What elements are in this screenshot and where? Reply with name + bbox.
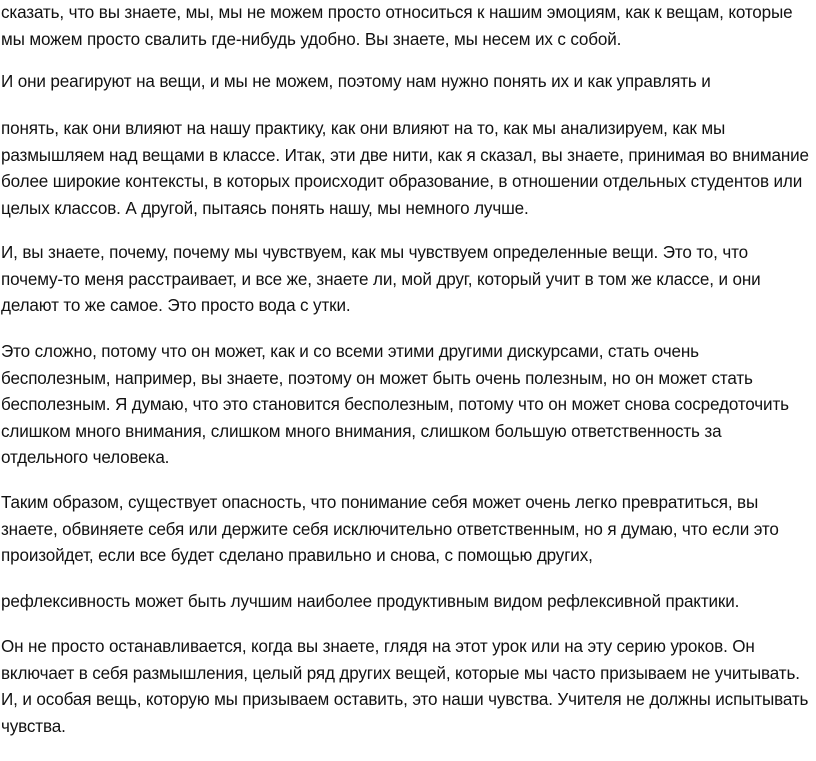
paragraph-2: И они реагируют на вещи, и мы не можем, поэтому нам нужно понять их и как управлять и — [1, 72, 711, 91]
paragraph-8: Он не просто останавливается, когда вы знаете, глядя на этот урок или на эту серию уроков. Он включает в себя размышления, целый ряд других вещей, которые мы часто призываем не учитывать. И, и особая вещь, которую мы призываем оставить, это наши чувства. Учителя не должны испытывать чувства. — [1, 637, 809, 736]
paragraph-3: понять, как они влияют на нашу практику, как они влияют на то, как мы анализируем, как мы размышляем над вещами в классе. Итак, эти две нити, как я сказал, вы знаете, принимая во внимание более широкие контексты, в которых происходит образование, в отношении отдельных студентов или целых классов. А другой, пытаясь понять нашу, мы немного лучше. — [1, 119, 809, 218]
paragraph-1: сказать, что вы знаете, мы, мы не можем просто относиться к нашим эмоциям, как к вещам, которые мы можем просто свалить где-нибудь удобно. Вы знаете, мы несем их с собой. — [1, 3, 793, 49]
paragraph-5: Это сложно, потому что он может, как и со всеми этими другими дискурсами, стать очень бесполезным, например, вы знаете, поэтому он может быть очень полезным, но он может стать бесполезным. Я думаю, что это становится бесполезным, потому что он может снова сосредоточить слишком много внимания, слишком много внимания, слишком большую ответственность за отдельного человека. — [1, 342, 789, 468]
paragraph-7: рефлексивность может быть лучшим наиболее продуктивным видом рефлексивной практики. — [1, 592, 740, 611]
paragraph-6: Таким образом, существует опасность, что понимание себя может очень легко превратиться, вы знаете, обвиняете себя или держите себя исключительно ответственным, но я думаю, что если это произойдет, если все будет сделано правильно и снова, с помощью других, — [1, 493, 779, 566]
paragraph-4: И, вы знаете, почему, почему мы чувствуем, как мы чувствуем определенные вещи. Это то, что почему-то меня расстраивает, и все же, знаете ли, мой друг, который учит в том же классе, и они делают то же самое. Это просто вода с утки. — [1, 243, 761, 316]
